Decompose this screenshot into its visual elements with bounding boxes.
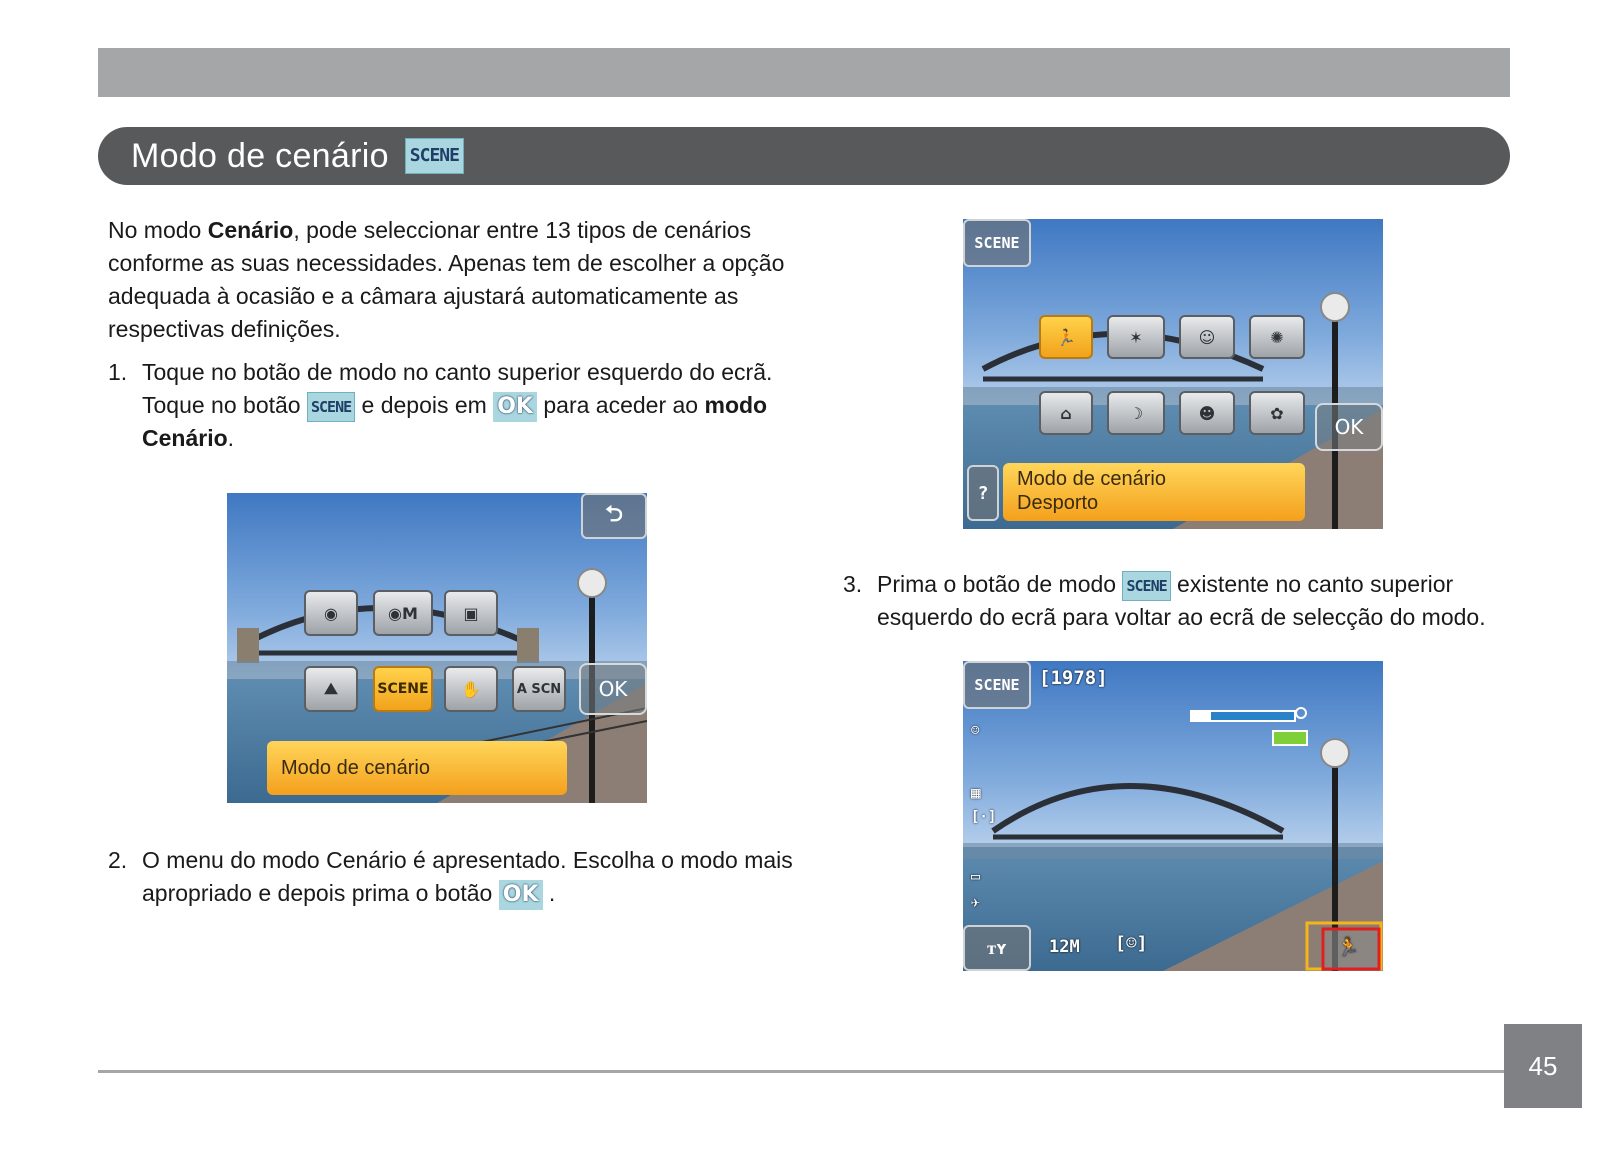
step-text: Prima o botão de modo SCENE existente no canto superior esquerdo do ecrã para voltar ao ecrã de selecção do modo. — [877, 571, 1486, 630]
camera-icon[interactable]: ◉ — [304, 590, 358, 636]
child-scene-icon[interactable]: ☺ — [1179, 315, 1235, 359]
ok-icon: OK — [499, 880, 543, 910]
help-button[interactable]: ? — [967, 465, 999, 521]
stabilizer-icon: ✈ — [971, 893, 981, 911]
scene-mode-button[interactable]: SCENE — [373, 666, 433, 712]
camera-screen-mode-select — [227, 493, 647, 803]
camera-screen-shooting — [963, 661, 1383, 971]
step-number: 1. — [108, 359, 128, 385]
settings-button[interactable]: ᴛʏ — [963, 925, 1031, 971]
step-2 — [108, 844, 793, 914]
video-icon[interactable]: ▣ — [444, 590, 498, 636]
scene-mode-icon: SCENE — [1122, 571, 1170, 601]
anti-shake-icon[interactable]: ✋ — [444, 666, 498, 712]
top-band — [98, 48, 1510, 97]
auto-scene-button[interactable]: A SCN — [512, 666, 566, 712]
intro-bold: Cenário — [207, 217, 294, 243]
intro-paragraph: No modo Cenário, pode seleccionar entre 13 tipos de cenários conforme as suas necessidades. Apenas tem de escolher a opção adequada à ocasião e a câmara ajustará automaticamente as respectivas definições. — [108, 217, 785, 342]
section-title-bar — [98, 127, 1510, 185]
step-text: O menu do modo Cenário é apresentado. Escolha o modo mais apropriado e depois prima o botão OK . — [142, 844, 802, 910]
sport-scene-icon[interactable]: 🏃 — [1337, 937, 1360, 958]
scene-mode-button[interactable]: SCENE — [963, 661, 1031, 709]
step-text: Toque no botão de modo no canto superior esquerdo do ecrã. Toque no botão SCENE e depois em OK para aceder ao modo Cenário. — [142, 359, 773, 451]
night-scene-icon[interactable]: ☽ — [1107, 391, 1165, 435]
image-size-icon[interactable]: 12M — [1049, 937, 1080, 957]
grid-icon: ▦ — [971, 783, 981, 802]
flower-scene-icon[interactable]: ✿ — [1249, 391, 1305, 435]
scene-mode-indicator[interactable]: SCENE — [963, 219, 1031, 267]
camera-manual-icon[interactable]: ◉M — [373, 590, 433, 636]
camera-screen-scene-menu — [963, 219, 1383, 529]
step-1 — [108, 356, 788, 466]
fireworks-scene-icon[interactable]: ✺ — [1249, 315, 1305, 359]
shots-remaining: [1978] — [1039, 667, 1108, 689]
drive-mode-icon: ▭ — [971, 867, 981, 885]
ok-icon: OK — [493, 392, 537, 422]
page-title: Modo de cenário — [131, 136, 389, 175]
step-number: 2. — [108, 847, 128, 873]
ok-button[interactable]: OK — [1315, 403, 1383, 451]
sport-scene-icon[interactable]: 🏃 — [1039, 315, 1093, 359]
step-number: 3. — [843, 571, 863, 597]
footer-rule — [98, 1070, 1504, 1073]
museum-scene-icon[interactable]: ⌂ — [1039, 391, 1093, 435]
back-button[interactable]: ⮌ — [581, 493, 647, 539]
mode-label: Modo de cenário — [267, 741, 567, 795]
page-number: 45 — [1504, 1024, 1582, 1108]
focus-area-icon: [·] — [971, 809, 997, 825]
face-detect-button-icon[interactable]: [☺] — [1115, 933, 1148, 954]
portrait-scene-icon[interactable]: ☻ — [1179, 391, 1235, 435]
night-portrait-scene-icon[interactable]: ✶ — [1107, 315, 1165, 359]
ok-button[interactable]: OK — [579, 663, 647, 715]
scene-mode-icon: SCENE — [405, 138, 464, 174]
face-detect-icon: ☺ — [971, 723, 980, 739]
scene-label: Modo de cenário Desporto — [1003, 463, 1305, 521]
panorama-icon[interactable]: ⛰ — [304, 666, 358, 712]
scene-mode-icon: SCENE — [307, 392, 355, 422]
step-3 — [843, 568, 1523, 638]
